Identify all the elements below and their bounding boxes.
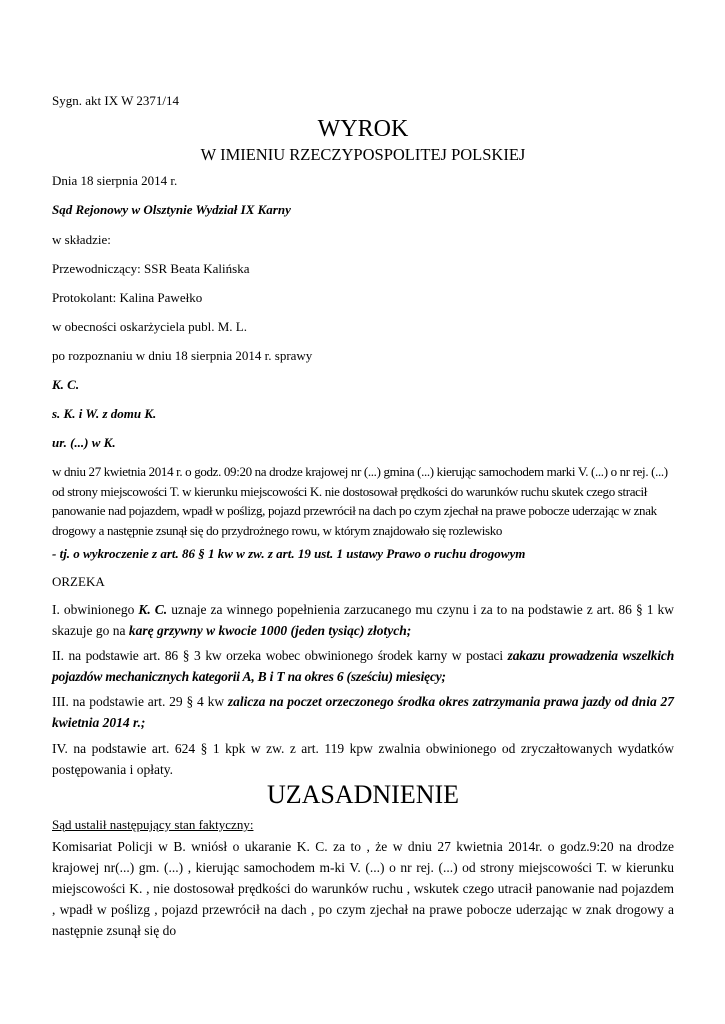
defendant-name: K. C. bbox=[52, 377, 80, 392]
ruling-date: Dnia 18 sierpnia 2014 r. bbox=[52, 173, 178, 188]
document-subtitle: W IMIENIU RZECZYPOSPOLITEJ POLSKIEJ bbox=[200, 145, 526, 164]
case-signature: Sygn. akt IX W 2371/14 bbox=[52, 93, 179, 108]
defendant-parents: s. K. i W. z domu K. bbox=[52, 406, 157, 421]
chair-judge: Przewodniczący: SSR Beata Kalińska bbox=[52, 261, 250, 276]
ruling-point-3-credit: zalicza na poczet orzeczonego środka okres zatrzymania prawa jazdy od dnia 27 kwietnia 2014 r.; bbox=[52, 694, 674, 730]
court-clerk: Protokolant: Kalina Pawełko bbox=[52, 290, 203, 305]
ruling-point-2-basis: II. na podstawie art. 86 § 3 kw orzeka wobec obwinionego środek karny w postaci bbox=[52, 648, 508, 663]
ruling-point-3 bbox=[52, 691, 674, 733]
ruling-point-2 bbox=[52, 645, 674, 687]
court-name: Sąd Rejonowy w Olsztynie Wydział IX Karny bbox=[52, 202, 291, 217]
defendant-birth: ur. (...) w K. bbox=[52, 435, 116, 450]
charge-qualification: - tj. o wykroczenie z art. 86 § 1 kw w zw. z art. 19 ust. 1 ustawy Prawo o ruchu drogowym bbox=[52, 546, 526, 561]
justification-body: Komisariat Policji w B. wniósł o ukaranie K. C. za to , że w dniu 27 kwietnia 2014r. o godz.9:20 na drodze krajowej nr(...) gm. (...) , kierując samochodem m-ki V. (...) o nr rej. (...) od strony miejscowości T. w kierunku miejscowości K. , nie dostosował prędkości do warunków ruchu , wskutek czego utracił panowanie nad pojazdem , wpadł w poślizg , pojazd przewrócił na dach , po czym zjechał na prawe pobocze uderzając w znak drogowy a następnie zsunął się do bbox=[52, 839, 674, 938]
ruling-point-1 bbox=[52, 599, 674, 641]
document-title: WYROK bbox=[317, 116, 409, 142]
ruling-point-1-basis: uznaje za winnego popełnienia zarzucanego mu czynu i za to na podstawie z art. 86 § 1 kw skazuje go na bbox=[52, 602, 674, 638]
facts-heading: Sąd ustalił następujący stan faktyczny: bbox=[52, 817, 254, 832]
charge-facts: w dniu 27 kwietnia 2014 r. o godz. 09:20 na drodze krajowej nr (...) gmina (...) kierując samochodem marki V. (...) o nr rej. (...) od strony miejscowości T. w kierunku miejscowości K. nie dostosował prędkości do warunków ruchu skutek czego stracił panowanie nad pojazdem, wpadł w poślizg, pojazd przewrócił na dach po czym zjechał na prawe pobocze uderzając w znak drogowy a następnie zsunął się do przydrożnego rowu, w którym znajdowało się rozlewisko bbox=[52, 464, 668, 538]
ruling-point-1-penalty: karę grzywny w kwocie 1000 (jeden tysiąc) złotych; bbox=[128, 623, 412, 638]
justification-title: UZASADNIENIE bbox=[266, 780, 460, 809]
hearing-line: po rozpoznaniu w dniu 18 sierpnia 2014 r. sprawy bbox=[52, 348, 313, 363]
ruling-point-3-basis: III. na podstawie art. 29 § 4 kw bbox=[52, 694, 228, 709]
ruling-point-4: IV. na podstawie art. 624 § 1 kpk w zw. z art. 119 kpw zwalnia obwinionego od zryczałtowanych wydatków postępowania i opłaty. bbox=[52, 741, 674, 777]
ruling-point-1-defendant: K. C. bbox=[138, 602, 168, 617]
composition-label: w składzie: bbox=[52, 232, 111, 247]
ruling-heading: ORZEKA bbox=[52, 574, 105, 589]
prosecutor-line: w obecności oskarżyciela publ. M. L. bbox=[52, 319, 247, 334]
ruling-point-1-intro: I. obwinionego bbox=[52, 602, 139, 617]
ruling-point-2-ban: zakazu prowadzenia wszelkich pojazdów mechanicznych kategorii A, B i T na okres 6 (sześciu) miesięcy; bbox=[52, 648, 675, 684]
